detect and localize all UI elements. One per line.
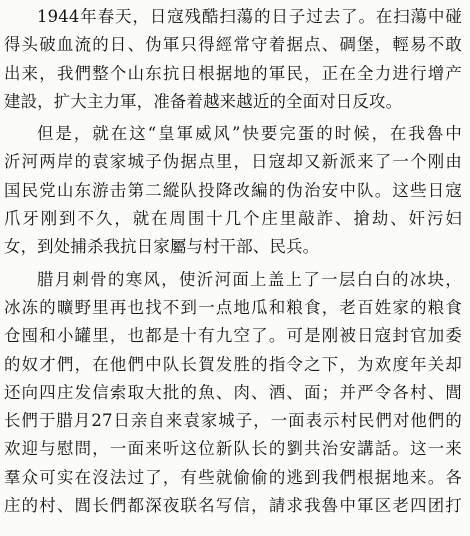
text-line: 1944年春天，日寇残酷扫蕩的日子过去了。在扫蕩中碰 — [37, 7, 462, 26]
text-line: 长們于腊月27日亲自来袁家城子，一面表示村民們对他們的 — [4, 411, 462, 431]
text-line: 冰冻的曠野里再也找不到一点地瓜和粮食，老百姓家的粮食 — [4, 297, 462, 317]
text-line: 欢迎与慰問，一面来听这位新队长的劉共治安講話。这一来 — [4, 439, 462, 459]
text-line: 腊月刺骨的寒风，使沂河面上盖上了一层白白的冰块， — [37, 269, 462, 289]
text-line: 庄的村、閭长們都深夜联名写信，請求我魯中軍区老四团打 — [4, 496, 462, 516]
text-line: 国民党山东游击第二縱队投降改編的伪治安中队。这些日寇 — [4, 180, 462, 200]
text-line: 羣众可实在沒法过了，有些就偷偷的逃到我們根据地来。各 — [4, 467, 462, 487]
text-line: 爪牙刚到不久，就在周围十几个庄里敲詐、搶劫、奸污妇 — [4, 209, 462, 229]
text-line: 建設，扩大主力軍，准备着越来越近的全面对日反攻。 — [4, 91, 403, 111]
paragraph-2 — [4, 120, 462, 261]
paragraph-3 — [4, 266, 462, 521]
text-line: 出来，我們整个山东抗日根据地的軍民，正在全力进行增产 — [4, 63, 462, 83]
text-line: 仓囤和小罐里，也都是十有九空了。可是刚被日寇封官加委 — [4, 326, 462, 346]
paragraph-1 — [4, 3, 462, 116]
text-line: 但是，就在这“皇軍威风”快要完蛋的时候，在我魯中 — [37, 124, 462, 144]
text-line: 得头破血流的日、伪軍只得經常守着据点、碉堡，輕易不敢 — [4, 35, 462, 55]
text-line: 的奴才們，在他們中队长賀发胜的指令之下，为欢度年关却 — [4, 354, 462, 374]
text-line: 女，到处捕杀我抗日家屬与村干部、民兵。 — [4, 237, 320, 257]
text-line: 还向四庄发信索取大批的魚、肉、酒、面；并严令各村、閭 — [4, 382, 462, 402]
text-line: 沂河两岸的袁家城子伪据点里，日寇却又新派来了一个刚由 — [4, 152, 462, 172]
